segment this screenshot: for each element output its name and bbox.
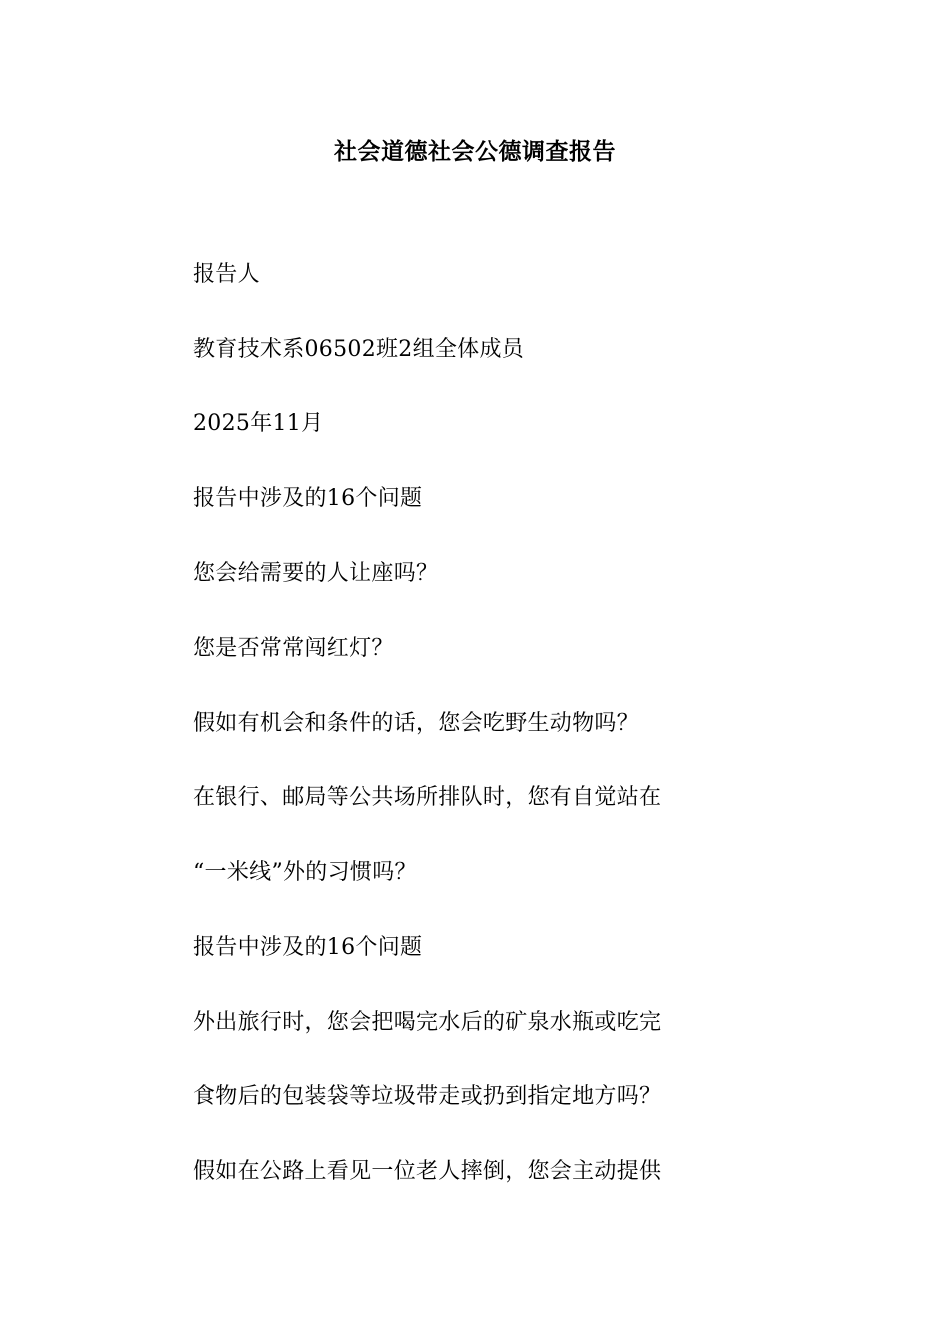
question-line: 食物后的包装袋等垃圾带走或扔到指定地方吗？ xyxy=(193,1084,662,1109)
report-date: 2025年11月 xyxy=(193,411,324,436)
question-line: “一米线”外的习惯吗？ xyxy=(193,860,417,885)
question-line: 您会给需要的人让座吗？ xyxy=(193,561,439,586)
question-line: 外出旅行时，您会把喝完水后的矿泉水瓶或吃完 xyxy=(193,1010,662,1035)
question-line: 假如有机会和条件的话，您会吃野生动物吗？ xyxy=(193,711,640,736)
reporter-label: 报告人 xyxy=(193,262,260,287)
reporter-members: 教育技术系06502班2组全体成员 xyxy=(193,337,525,362)
question-line: 在银行、邮局等公共场所排队时，您有自觉站在 xyxy=(193,785,662,810)
section-heading: 报告中涉及的16个问题 xyxy=(193,486,423,511)
document-title: 社会道德社会公德调查报告 xyxy=(334,138,616,165)
question-line: 您是否常常闯红灯？ xyxy=(193,636,394,661)
section-heading: 报告中涉及的16个问题 xyxy=(193,935,423,960)
question-line: 假如在公路上看见一位老人摔倒，您会主动提供 xyxy=(193,1159,662,1184)
